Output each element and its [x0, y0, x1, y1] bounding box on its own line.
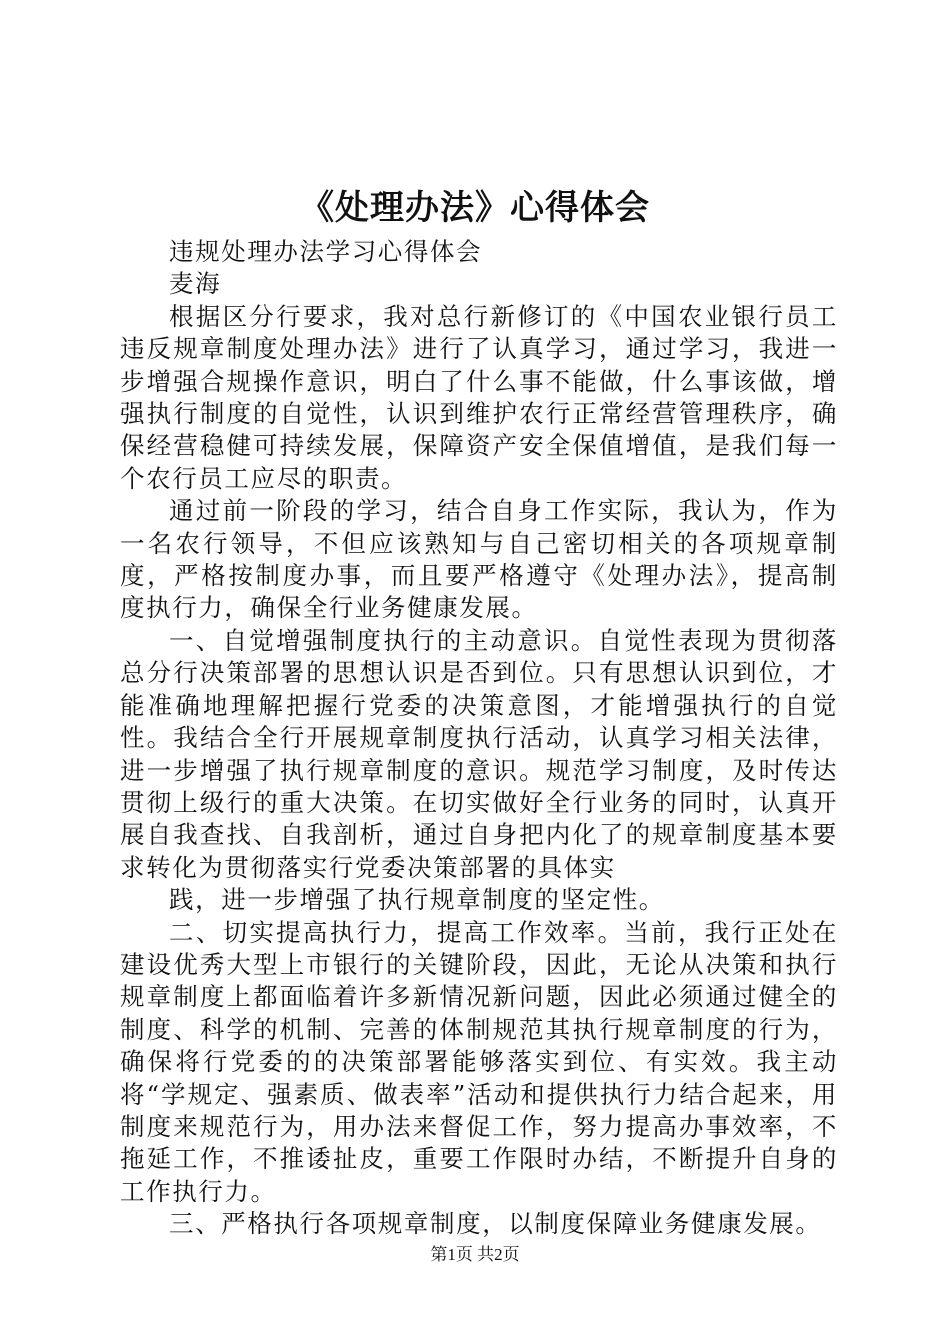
document-body [120, 236, 838, 1241]
subtitle-paragraph: 违规处理办法学习心得体会 [169, 237, 483, 266]
author-paragraph: 麦海 [169, 269, 222, 299]
document-title: 《处理办法》心得体会 [300, 188, 650, 228]
body-paragraph: 一、自觉增强制度执行的主动意识。自觉性表现为贯彻落总分行决策部署的思想认识是否到位。只有思想认识到位，才能准确地理解把握行党委的决策意图，才能增强执行的自觉性。我结合全行开展规章制度执行活动，认真学习相关法律，进一步增强了执行规章制度的意识。规范学习制度，及时传达贯彻上级行的重大决策。在切实做好全行业务的同时，认真开展自我查找、自我剖析，通过自身把内化了的规章制度基本要求转化为贯彻落实行党委决策部署的具体实 [120, 625, 838, 882]
body-paragraph: 三、严格执行各项规章制度，以制度保障业务健康发展。 [169, 1209, 822, 1239]
page-footer: 第1页 共2页 [430, 1245, 520, 1264]
body-paragraph: 践，进一步增强了执行规章制度的坚定性。 [169, 885, 665, 915]
body-paragraph: 通过前一阶段的学习，结合自身工作实际，我认为，作为一名农行领导，不但应该熟知与自己密切相关的各项规章制度，严格按制度办事，而且要严格遵守《处理办法》，提高制度执行力，确保全行业务健康发展。 [120, 496, 838, 623]
body-paragraph: 根据区分行要求，我对总行新修订的《中国农业银行员工违反规章制度处理办法》进行了认真学习，通过学习，我进一步增强合规操作意识，明白了什么事不能做，什么事该做，增强执行制度的自觉性，认识到维护农行正常经营管理秩序，确保经营稳健可持续发展，保障资产安全保值增值，是我们每一个农行员工应尽的职责。 [120, 301, 838, 493]
body-paragraph: 二、切实提高执行力，提高工作效率。当前，我行正处在建设优秀大型上市银行的关键阶段，因此，无论从决策和执行规章制度上都面临着许多新情况新问题，因此必须通过健全的制度、科学的机制、完善的体制规范其执行规章制度的行为，确保将行党委的的决策部署能够落实到位、有实效。我主动将“学规定、强素质、做表率”活动和提供执行力结合起来，用制度来规范行为，用办法来督促工作，努力提高办事效率，不拖延工作，不推诿扯皮，重要工作限时办结，不断提升自身的工作执行力。 [120, 917, 838, 1206]
